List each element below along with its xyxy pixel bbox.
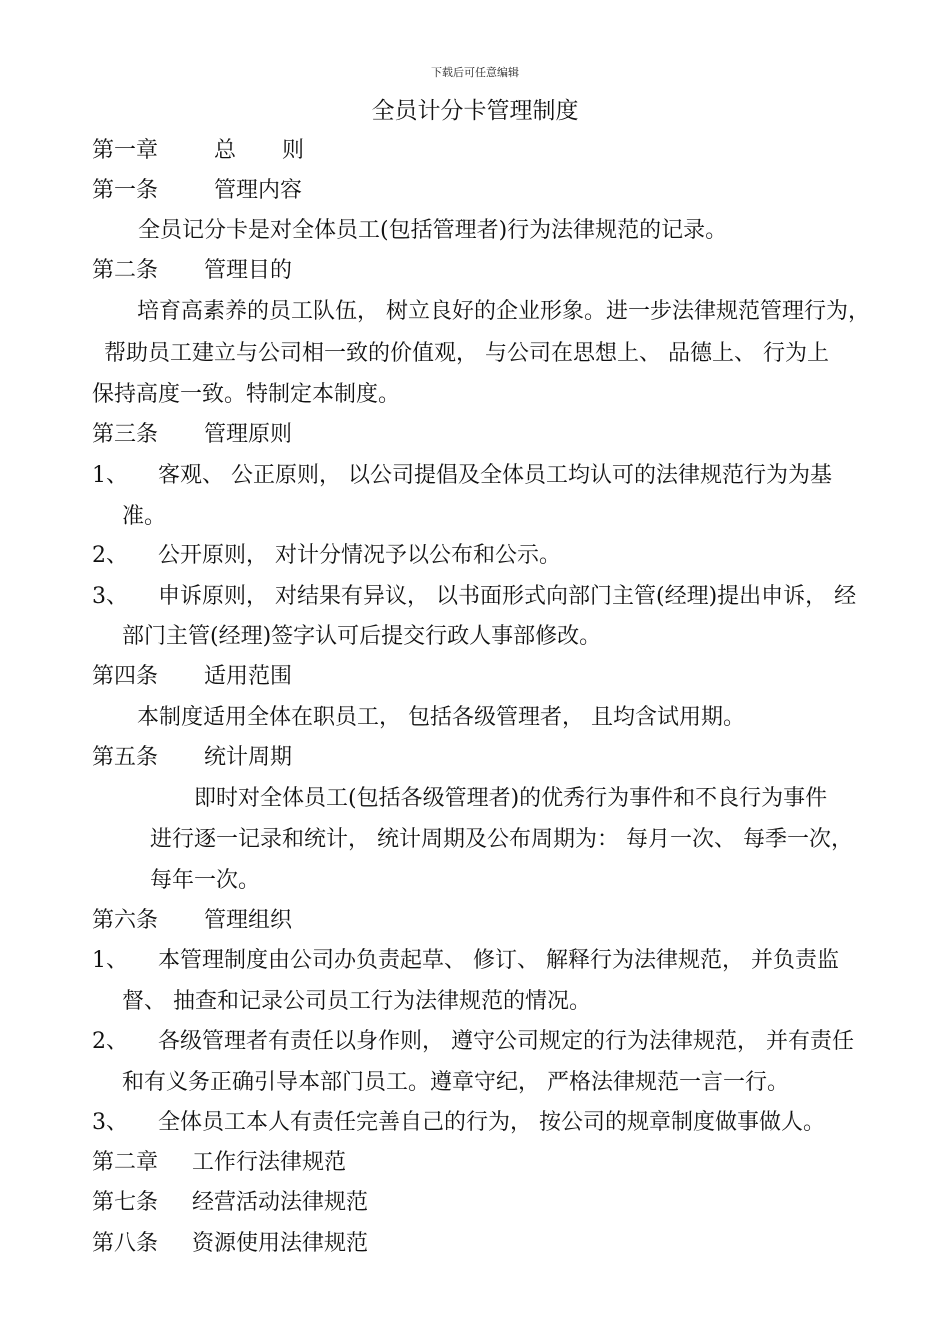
article-7-heading — [92, 1188, 368, 1218]
chapter-1-label: 第一章 — [92, 138, 159, 163]
article-7-title: 经营活动法律规范 — [192, 1190, 369, 1215]
item-text: 公开原则， 对计分情况予以公布和公示。 — [158, 543, 561, 568]
article-2-heading — [92, 256, 292, 286]
article-3-item-3 — [92, 582, 856, 612]
item-text: 申诉原则， 对结果有异议， 以书面形式向部门主管(经理)提出申诉， 经 — [158, 584, 857, 609]
article-3-heading — [92, 420, 292, 450]
article-4-title: 适用范围 — [204, 664, 293, 689]
article-5-line-3: 每年一次。 — [150, 868, 261, 893]
article-5-line-1: 即时对全体员工(包括各级管理者)的优秀行为事件和不良行为事件 — [194, 786, 828, 811]
item-number: 2、 — [92, 543, 128, 568]
article-5-title: 统计周期 — [204, 745, 293, 770]
article-2-title: 管理目的 — [204, 258, 293, 283]
chapter-2-heading — [92, 1148, 346, 1178]
article-3-item-1 — [92, 461, 832, 491]
article-6-item-1-cont: 督、 抽查和记录公司员工行为法律规范的情况。 — [122, 989, 591, 1014]
item-number: 3、 — [92, 584, 128, 609]
article-6-item-3 — [92, 1108, 825, 1138]
chapter-1-name-b: 则 — [282, 138, 305, 163]
document-title: 全员计分卡管理制度 — [371, 98, 579, 124]
article-2-label: 第二条 — [92, 258, 159, 283]
article-5-heading — [92, 743, 292, 773]
item-text: 各级管理者有责任以身作则， 遵守公司规定的行为法律规范， 并有责任 — [158, 1029, 854, 1054]
item-text: 客观、 公正原则， 以公司提倡及全体员工均认可的法律规范行为为基 — [158, 463, 832, 488]
header-note: 下载后可任意编辑 — [431, 66, 519, 79]
article-6-heading — [92, 906, 292, 936]
item-text: 本管理制度由公司办负责起草、 修订、 解释行为法律规范， 并负责监 — [158, 948, 839, 973]
article-4-label: 第四条 — [92, 664, 159, 689]
article-1-title: 管理内容 — [214, 178, 303, 203]
chapter-2-label: 第二章 — [92, 1150, 159, 1175]
article-3-label: 第三条 — [92, 422, 159, 447]
article-6-title: 管理组织 — [204, 908, 293, 933]
article-1-body: 全员记分卡是对全体员工(包括管理者)行为法律规范的记录。 — [138, 218, 728, 243]
article-1-heading — [92, 176, 302, 206]
article-2-line-2: 帮助员工建立与公司相一致的价值观， 与公司在思想上、 品德上、 行为上 — [104, 341, 829, 366]
article-8-title: 资源使用法律规范 — [192, 1231, 369, 1256]
article-6-item-2-cont: 和有义务正确引导本部门员工。遵章守纪， 严格法律规范一言一行。 — [122, 1070, 789, 1095]
item-text: 全体员工本人有责任完善自己的行为， 按公司的规章制度做事做人。 — [158, 1110, 825, 1135]
chapter-2-name: 工作行法律规范 — [192, 1150, 347, 1175]
article-2-line-1: 培育高素养的员工队伍， 树立良好的企业形象。进一步法律规范管理行为， — [137, 299, 870, 324]
item-number: 1、 — [92, 948, 128, 973]
article-3-item-2 — [92, 541, 561, 571]
article-3-item-3-cont: 部门主管(经理)签字认可后提交行政人事部修改。 — [122, 624, 602, 649]
article-2-line-3: 保持高度一致。特制定本制度。 — [92, 382, 401, 407]
article-1-label: 第一条 — [92, 178, 159, 203]
article-5-label: 第五条 — [92, 745, 159, 770]
article-3-item-1-cont: 准。 — [122, 504, 167, 529]
article-4-body: 本制度适用全体在职员工， 包括各级管理者， 且均含试用期。 — [137, 705, 745, 730]
article-3-title: 管理原则 — [204, 422, 293, 447]
article-8-label: 第八条 — [92, 1231, 159, 1256]
article-6-label: 第六条 — [92, 908, 159, 933]
article-6-item-1 — [92, 946, 839, 976]
article-7-label: 第七条 — [92, 1190, 159, 1215]
article-5-line-2: 进行逐一记录和统计， 统计周期及公布周期为： 每月一次、 每季一次， — [150, 827, 853, 852]
item-number: 1、 — [92, 463, 128, 488]
item-number: 2、 — [92, 1029, 128, 1054]
article-4-heading — [92, 662, 292, 692]
article-8-heading — [92, 1229, 368, 1259]
chapter-1-name-a: 总 — [214, 138, 237, 163]
chapter-1-heading — [92, 136, 304, 166]
article-6-item-2 — [92, 1027, 854, 1057]
item-number: 3、 — [92, 1110, 128, 1135]
